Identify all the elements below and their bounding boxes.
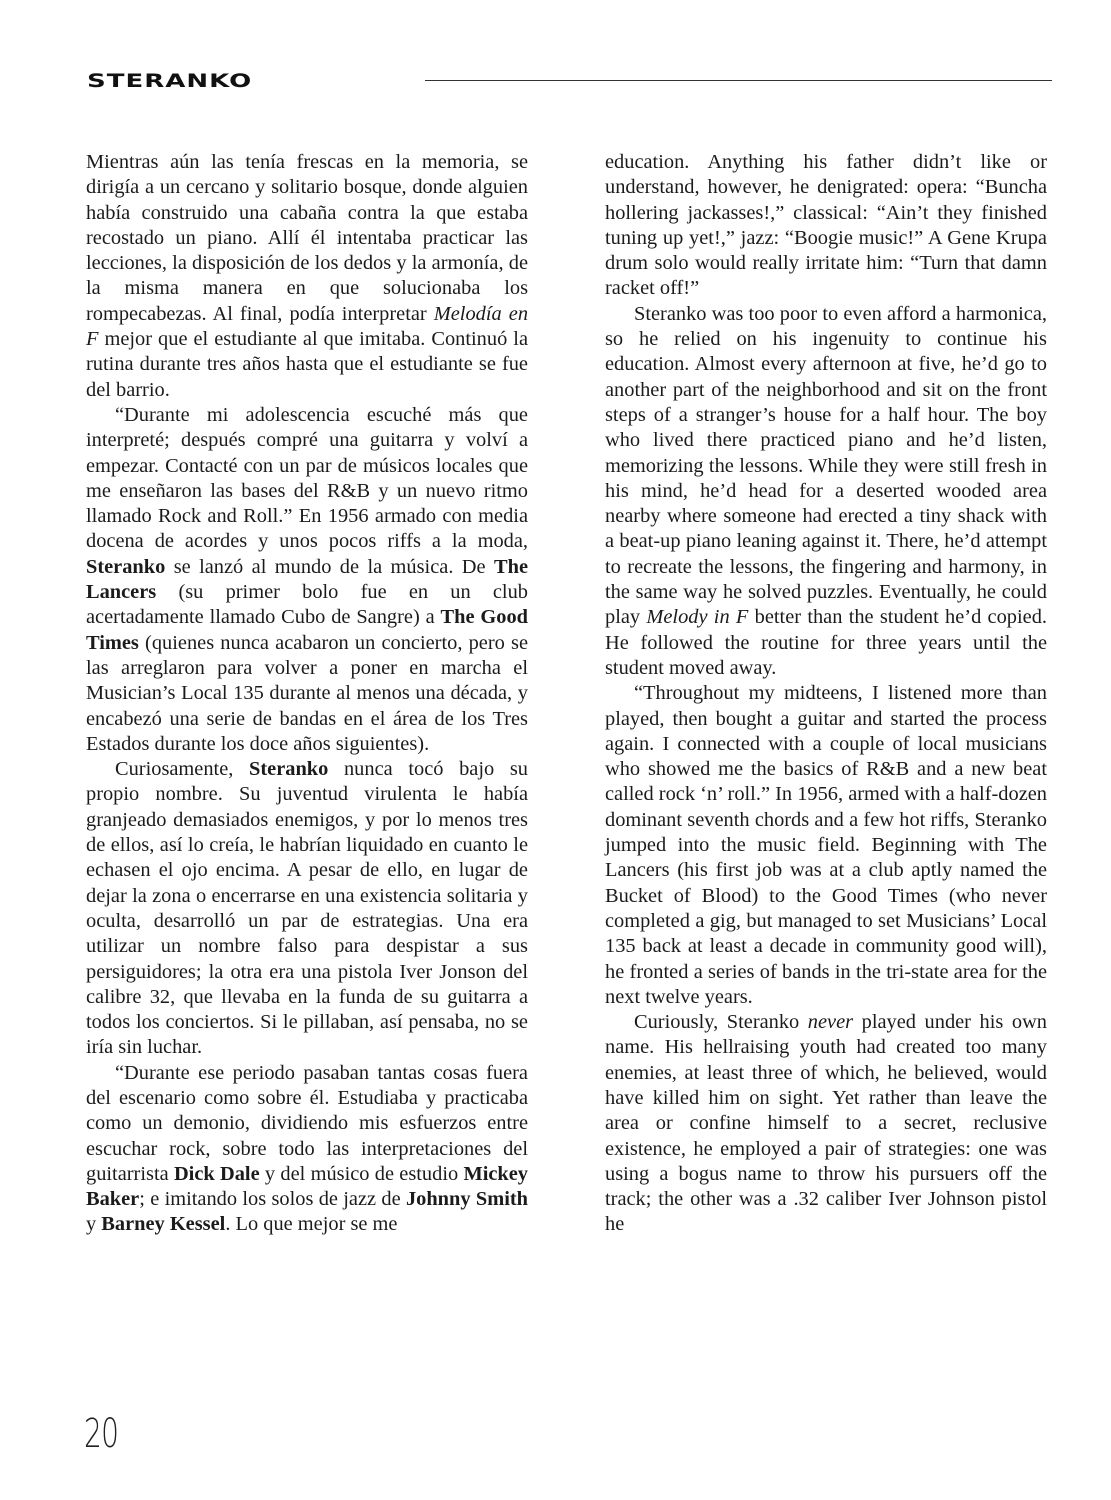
paragraph: “Throughout my midteens, I listened more than played, then bought a guitar and started the process again. I connected with a couple of local musicians who showed me the basics of R&B and a new beat called rock ‘n’ roll.” In 1956, armed with a half-dozen dominant seventh chords and a few hot riffs, Steranko jumped into the music field. Beginning with The Lancers (his first job was at a club aptly named the Bucket of Blood) to the Good Times (who never completed a gig, but managed to set Musicians’ Local 135 back at least a decade in community good will), he fronted a series of bands in the tri-state area for the next twelve years. xyxy=(605,682,1047,1008)
spanish-text-column xyxy=(86,150,528,1238)
steranko-logo: STERANKO xyxy=(87,70,253,92)
paragraph: Steranko was too poor to even afford a harmonica, so he relied on his ingenuity to continue his education. Almost every afternoon at five, he’d go to another part of the neighborhood and sit on the front steps of a stranger’s house for a half hour. The boy who lived there practiced piano and he’d listen, memorizing the lessons. While they were still fresh in his mind, he’d head for a deserted wooded area nearby where someone had erected a tiny shack with a beat-up piano leaning against it. There, he’d attempt to recreate the lessons, the fingering and harmony, in the same way he solved puzzles. Eventually, he could play Melody in F better than the student he’d copied. He followed the routine for three years until the student moved away. xyxy=(605,302,1047,679)
paragraph: education. Anything his father didn’t like or understand, however, he denigrated: opera: “Buncha hollering jackasses!,” classical: “Ain’t they finished tuning up yet!,” jazz: “Boogie music!” A Gene Krupa drum solo would really irritate him: “Turn that damn racket off!” xyxy=(605,151,1047,300)
paragraph: Curiosamente, Steranko nunca tocó bajo su propio nombre. Su juventud virulenta le había granjeado demasiados enemigos, y por lo menos tres de ellos, así lo creía, le habrían liquidado en cuanto le echasen el ojo encima. A pesar de ello, en lugar de dejar la zona o encerrarse en una existencia solitaria y oculta, desarrolló un par de estrategias. Una era utilizar un nombre falso para despistar a sus persiguidores; la otra era una pistola Iver Jonson del calibre 32, que llevaba en la funda de su guitarra a todos los conciertos. Si le pillaban, así pensaba, no se iría sin luchar. xyxy=(86,758,528,1059)
paragraph: Curiously, Steranko never played under his own name. His hellraising youth had created too many enemies, at least three of which, he believed, would have killed him on sight. Yet rather than leave the area or confine himself to a secret, reclusive existence, he employed a pair of strategies: one was using a bogus name to throw his pursuers off the track; the other was a .32 caliber Iver Johnson pistol he xyxy=(605,1011,1047,1236)
english-text-column xyxy=(605,150,1047,1238)
header-rule xyxy=(425,80,1052,81)
paragraph: Mientras aún las tenía frescas en la memoria, se dirigía a un cercano y solitario bosque, donde alguien había construido una cabaña contra la que estaba recostado un piano. Allí él intentaba practicar las lecciones, la disposición de los dedos y la armonía, de la misma manera en que solucionaba los rompecabezas. Al final, podía interpretar Melodía en F mejor que el estudiante al que imitaba. Continuó la rutina durante tres años hasta que el estudiante se fue del barrio. xyxy=(86,151,529,401)
page-header xyxy=(87,70,1052,92)
page-number: 20 xyxy=(84,1411,119,1457)
paragraph: “Durante mi adolescencia escuché más que interpreté; después compré una guitarra y volví a empezar. Contacté con un par de músicos locales que me enseñaron las bases del R&B y un nuevo ritmo llamado Rock and Roll.” En 1956 armado con media docena de acordes y unos pocos riffs a la moda, Steranko se lanzó al mundo de la música. De The Lancers (su primer bolo fue en un club acertadamente llamado Cubo de Sangre) a The Good Times (quienes nunca acabaron un concierto, pero se las arreglaron para volver a poner en marcha el Musician’s Local 135 durante al menos una década, y encabezó una serie de bandas en el área de los Tres Estados durante los doce años siguientes). xyxy=(86,403,529,755)
paragraph: “Durante ese periodo pasaban tantas cosas fuera del escenario como sobre él. Estudiaba y practicaba como un demonio, dividiendo mis esfuerzos entre escuchar rock, sobre todo las interpretaciones del guitarrista Dick Dale y del músico de estudio Mickey Baker; e imitando los solos de jazz de Johnny Smith y Barney Kessel. Lo que mejor se me xyxy=(86,1061,529,1236)
